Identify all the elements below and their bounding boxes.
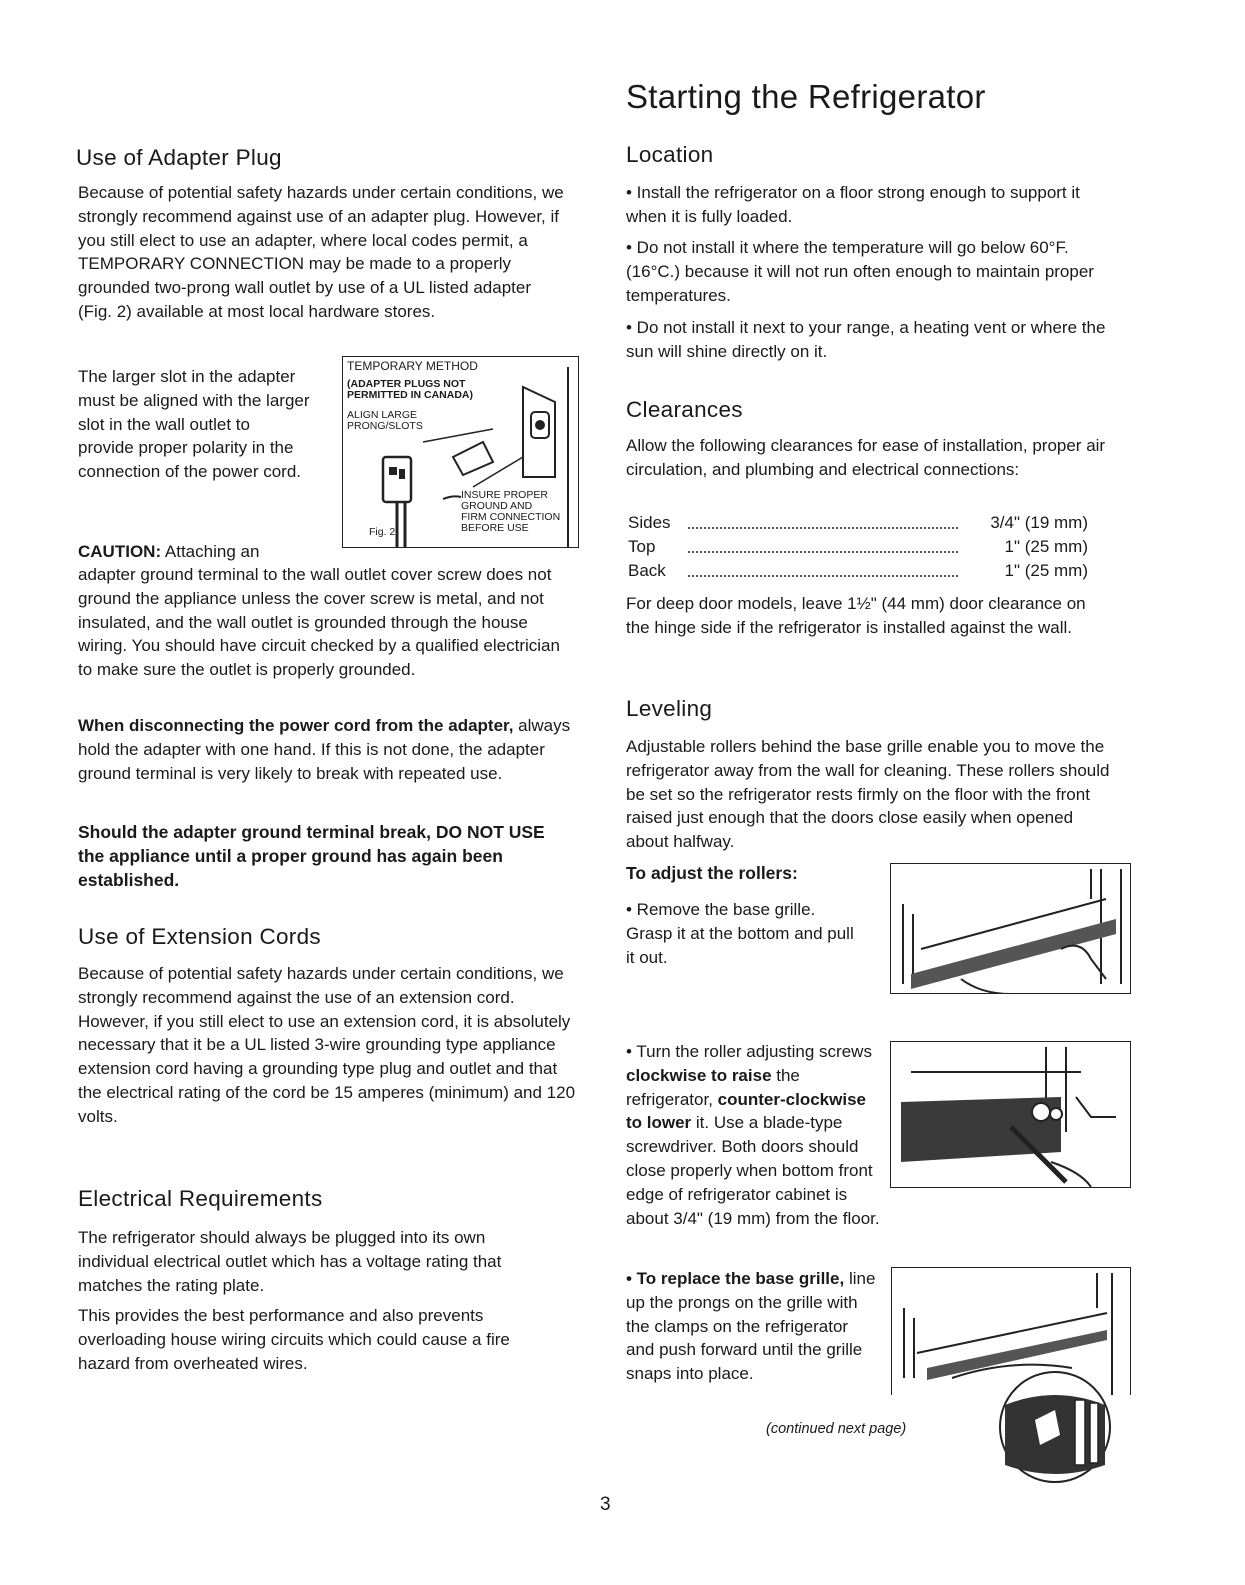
adjust-rollers-heading: To adjust the rollers: <box>626 863 798 883</box>
dot-leader <box>688 575 958 577</box>
figure-canada-2: PERMITTED IN CANADA) <box>347 389 473 401</box>
step-turn-screws <box>626 1040 886 1230</box>
location-bullet-3: • Do not install it next to your range, a heating vent or where the sun will shine directly on it. <box>626 318 1106 361</box>
clearances-intro: Allow the following clearances for ease of installation, proper air circulation, and plumbing and electrical connections: <box>626 436 1106 479</box>
ground-warning: Should the adapter ground terminal break, DO NOT USE the appliance until a proper ground has again been established. <box>78 822 545 890</box>
caution-text-a: Attaching an <box>161 542 260 561</box>
clearance-row-sides <box>628 513 1088 537</box>
clearance-value: 3/4" (19 mm) <box>990 513 1088 532</box>
page-number: 3 <box>600 1494 611 1515</box>
electrical-para-2: This provides the best performance and also prevents overloading house wiring circuits which could cause a fire hazard from overheated wires. <box>78 1306 510 1373</box>
electrical-para-1: The refrigerator should always be plugged into its own individual electrical outlet which has a voltage rating that matches the rating plate. <box>78 1228 502 1295</box>
electrical-heading: Electrical Requirements <box>78 1186 323 1211</box>
extension-text: Because of potential safety hazards under certain conditions, we strongly recommend against the use of an extension cord. However, if you still elect to use an extension cord, it is absolutely necessary that it be a UL listed 3-wire grounding type appliance extension cord having a grounding type plug and outlet and that the electrical rating of the cord be 15 amperes (minimum) and 120 volts. <box>78 964 576 1126</box>
clearance-row-back <box>628 561 1088 585</box>
figure-method-label: TEMPORARY METHOD <box>347 359 478 373</box>
remove-grille-figure <box>890 863 1131 994</box>
disconnect-bold: When disconnecting the power cord from the adapter, <box>78 716 514 735</box>
clearance-row-top <box>628 537 1088 561</box>
disconnect-paragraph <box>78 714 573 785</box>
adapter-plug-illustration <box>343 357 579 548</box>
location-bullet-1: • Install the refrigerator on a floor strong enough to support it when it is fully loaded. <box>626 183 1080 226</box>
dot-leader <box>688 551 958 553</box>
clearance-label: Back <box>628 561 666 580</box>
step2-text-e: it. Use a blade-type screwdriver. Both doors should close properly when bottom front edge of refrigerator cabinet is about 3/4" (19 mm) from the floor. <box>626 1113 880 1228</box>
leveling-intro: Adjustable rollers behind the base grille enable you to move the refrigerator away from the wall for cleaning. These rollers should be set so the refrigerator rests firmly on the floor with the front raised just enough that the doors close easily when opened about halfway. <box>626 737 1110 852</box>
location-bullet-2: • Do not install it where the temperature will go below 60°F. (16°C.) because it will not run often enough to maintain proper temperatures. <box>626 238 1094 305</box>
step-remove-grille: • Remove the base grille. Grasp it at the bottom and pull it out. <box>626 900 854 967</box>
figure-insure-4: BEFORE USE <box>461 522 529 534</box>
deep-door-note: For deep door models, leave 1½" (44 mm) door clearance on the hinge side if the refrigerator is installed against the wall. <box>626 594 1086 637</box>
adapter-heading: Use of Adapter Plug <box>76 145 282 170</box>
figure-insure-3: FIRM CONNECTION <box>461 511 561 523</box>
clearance-label: Sides <box>628 513 671 532</box>
step3-bold: • To replace the base grille, <box>626 1269 845 1288</box>
figure-insure-2: GROUND AND <box>461 500 533 512</box>
figure-number: Fig. 2 <box>369 526 396 538</box>
adapter-figure <box>342 356 579 548</box>
grille-clamp-detail <box>980 1365 1130 1485</box>
figure-align-1: ALIGN LARGE <box>347 409 418 421</box>
extension-heading: Use of Extension Cords <box>78 924 321 949</box>
adapter-polarity-text: The larger slot in the adapter must be aligned with the larger slot in the wall outlet to provide proper polarity in the connection of the power cord. <box>78 367 310 482</box>
caution-first-line <box>78 540 578 564</box>
adapter-intro: Because of potential safety hazards under certain conditions, we strongly recommend against use of an adapter plug. However, if you still elect to use an adapter, where local codes permit, a TEMPORARY CONNECTION may be made to a properly grounded two-prong wall outlet by use of a UL listed adapter (Fig. 2) available at most local hardware stores. <box>78 183 564 321</box>
step3-text: line up the prongs on the grille with the clamps on the refrigerator and push forward until the grille snaps into place. <box>626 1269 876 1384</box>
figure-align-2: PRONG/SLOTS <box>347 420 423 432</box>
clearance-label: Top <box>628 537 656 556</box>
step2-counter-clockwise: counter-clockwise to lower <box>626 1089 866 1133</box>
location-heading: Location <box>626 142 714 167</box>
step2-clockwise: clockwise to raise <box>626 1065 772 1085</box>
figure-insure-1: INSURE PROPER <box>461 489 548 501</box>
continued-note: (continued next page) <box>766 1421 907 1437</box>
dot-leader <box>688 527 958 529</box>
caution-text: adapter ground terminal to the wall outlet cover screw does not ground the appliance unless the cover screw is metal, and not insulated, and the wall outlet is grounded through the house wiring. You should have circuit checked by a qualified electrician to make sure the outlet is properly grounded. <box>78 565 560 680</box>
screw-adjust-illustration <box>891 1042 1131 1188</box>
disconnect-text: always hold the adapter with one hand. If this is not done, the adapter ground terminal is very likely to break with repeated use. <box>78 716 571 783</box>
figure-canada-1: (ADAPTER PLUGS NOT <box>347 378 466 390</box>
screw-adjust-figure <box>890 1041 1131 1188</box>
leveling-heading: Leveling <box>626 696 713 721</box>
clearances-heading: Clearances <box>626 397 743 422</box>
caution-label: CAUTION: <box>78 542 162 561</box>
step2-text-a: • Turn the roller adjusting screws <box>626 1042 872 1061</box>
step-replace-grille <box>626 1267 876 1386</box>
clearance-value: 1" (25 mm) <box>1004 537 1088 556</box>
clearance-value: 1" (25 mm) <box>1004 561 1088 580</box>
step2-text-c: the refrigerator, <box>626 1065 800 1109</box>
page-title: Starting the Refrigerator <box>626 78 986 115</box>
remove-grille-illustration <box>891 864 1131 994</box>
